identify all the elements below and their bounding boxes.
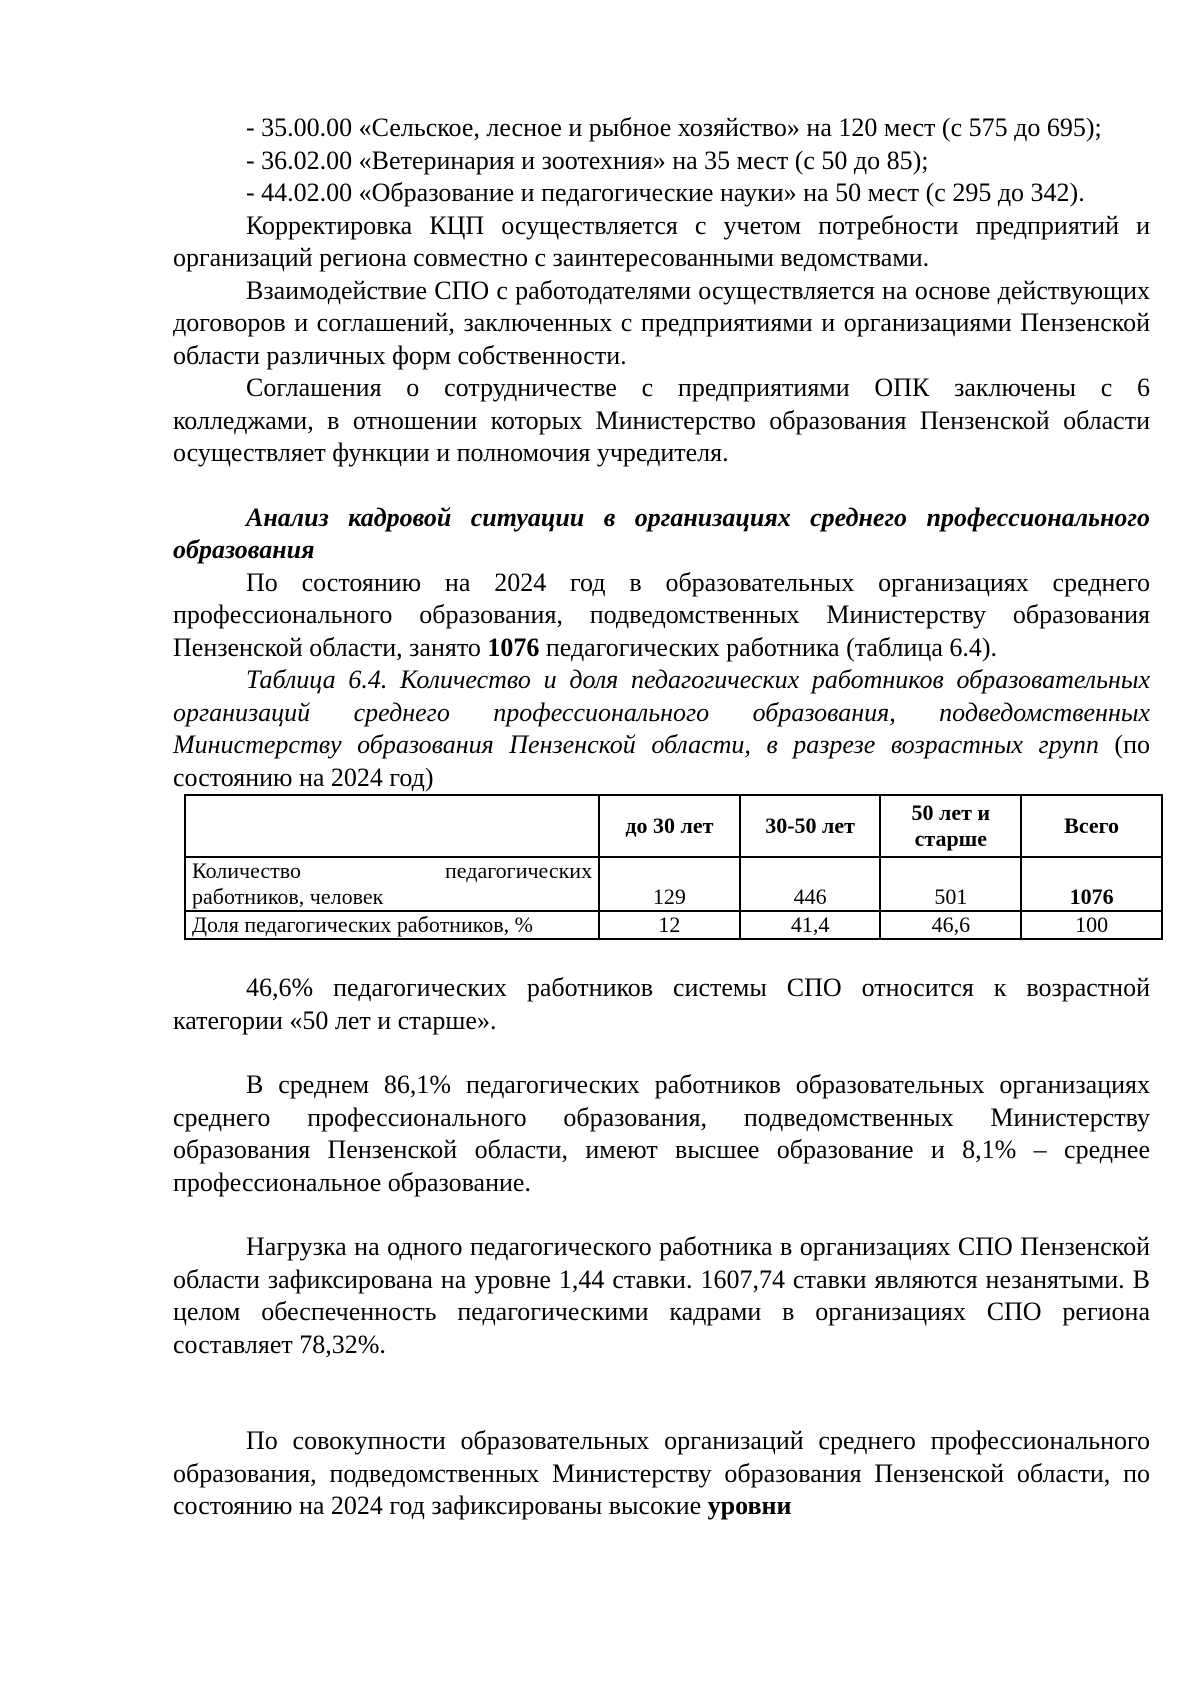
- list-item-36: - 36.02.00 «Ветеринария и зоотехния» на 35 мест (с 50 до 85);: [246, 145, 929, 175]
- table-row: [185, 857, 1162, 911]
- table-cell-total: [1021, 857, 1162, 911]
- table-header-cell: до 30 лет: [599, 795, 740, 857]
- staff-count-text-1: По состоянию на 2024 год в образовательных организациях среднего профессионального образования, подведомственных Министерству образования Пензенской области, занято: [173, 567, 1150, 662]
- paragraph-staff-count: [173, 567, 1150, 665]
- table-row-label-line2: работников, человек: [192, 884, 384, 909]
- list-item-44: - 44.02.00 «Образование и педагогические науки» на 50 мест (с 295 до 342).: [246, 178, 1085, 207]
- staff-count-text-2: педагогических работника (таблица 6.4).: [539, 632, 998, 662]
- section-heading: Анализ кадровой ситуации в организациях среднего профессионального образования: [173, 502, 1150, 564]
- paragraph-aggregate: [173, 1425, 1150, 1523]
- paragraph-education-level: В среднем 86,1% педагогических работников образовательных организациях среднего профессионального образования, подведомственных Министерству образования Пензенской области, имеют высшее образование и 8,1% – среднее профессиональное образование.: [173, 1070, 1150, 1197]
- table-cell: 46,6: [880, 911, 1021, 939]
- table-cell: 100: [1021, 911, 1162, 939]
- table-row-label-line1: Количество педагогических: [192, 858, 593, 883]
- paragraph-opk-agreements: Соглашения о сотрудничестве с предприятиями ОПК заключены с 6 колледжами, в отношении которых Министерство образования Пензенской области осуществляет функции и полномочия учредителя.: [173, 373, 1150, 467]
- paragraph-age-share: 46,6% педагогических работников системы СПО относится к возрастной категории «50 лет и старше».: [173, 973, 1150, 1035]
- age-groups-table: [184, 794, 1163, 940]
- table-cell: 501: [880, 857, 1021, 911]
- table-cell: 446: [740, 857, 881, 911]
- paragraph-employer-interaction: Взаимодействие СПО с работодателями осуществляется на основе действующих договоров и соглашений, заключенных с предприятиями и организациями Пензенской области различных форм собственности.: [173, 275, 1150, 370]
- list-item-35: - 35.00.00 «Сельское, лесное и рыбное хозяйство» на 120 мест (с 575 до 695);: [246, 113, 1102, 142]
- table-header-row: [185, 795, 1162, 857]
- staff-count-number: 1076: [487, 632, 540, 662]
- table-row: [185, 911, 1162, 939]
- table-caption-date: (по состоянию на 2024 год): [173, 730, 1150, 792]
- table-caption-title: Таблица 6.4. Количество и доля педагогических работников образовательных организаций среднего профессионального образования, подведомственных Министерству образования Пензенской области, в разрезе возрастных групп: [173, 665, 1150, 759]
- aggregate-bold: уровни: [707, 1491, 792, 1520]
- table-row-label: [185, 857, 599, 911]
- paragraph-workload: Нагрузка на одного педагогического работника в организациях СПО Пензенской области зафиксирована на уровне 1,44 ставки. 1607,74 ставки являются незанятыми. В целом обеспеченность педагогическими кадрами в организациях СПО региона составляет 78,32%.: [173, 1232, 1150, 1359]
- table-header-cell: [185, 795, 599, 857]
- table-row-label: Доля педагогических работников, %: [185, 911, 599, 939]
- aggregate-text: По совокупности образовательных организаций среднего профессионального образования, подведомственных Министерству образования Пензенской области, по состоянию на 2024 год зафиксированы высокие: [173, 1426, 1150, 1520]
- document-page: [173, 112, 1150, 1523]
- table-cell-total-value: 1076: [1069, 884, 1114, 909]
- table-cell: 12: [599, 911, 740, 939]
- table-header-cell: 30-50 лет: [740, 795, 881, 857]
- paragraph-kcp-correction: Корректировка КЦП осуществляется с учетом потребности предприятий и организаций региона совместно с заинтересованными ведомствами.: [173, 210, 1150, 272]
- table-cell: 41,4: [740, 911, 881, 939]
- table-caption: [173, 664, 1150, 794]
- table-header-cell: 50 лет и старше: [880, 795, 1021, 857]
- table-header-cell: Всего: [1021, 795, 1162, 857]
- table-cell: 129: [599, 857, 740, 911]
